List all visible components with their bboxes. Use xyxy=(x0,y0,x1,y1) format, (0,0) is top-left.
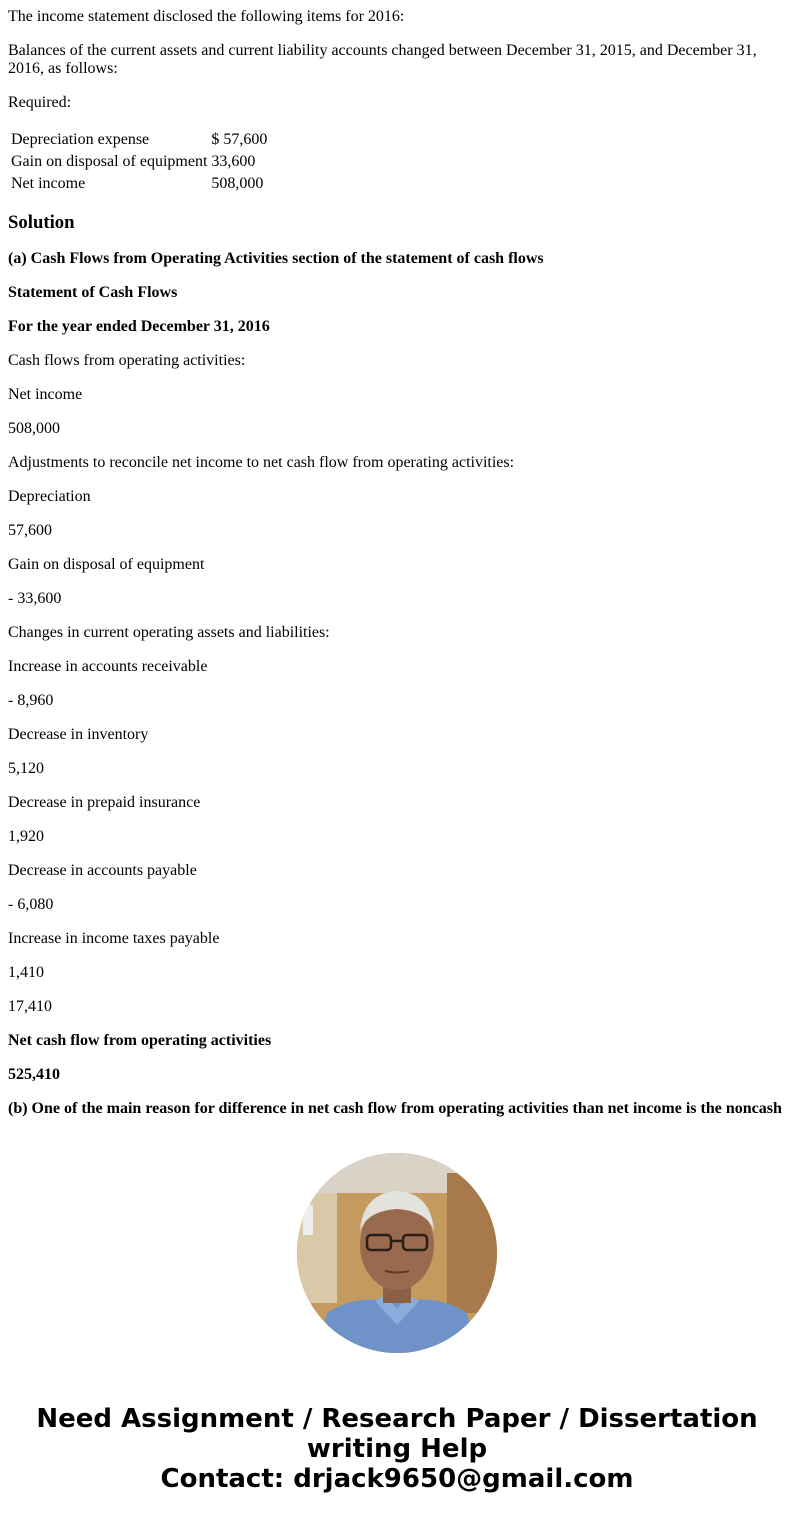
cash-flow-line: Net income xyxy=(8,386,83,403)
cash-flow-line: 1,920 xyxy=(8,828,44,845)
cash-flow-line: (b) One of the main reason for difference in net cash flow from operating activities than net income is the noncash xyxy=(8,1100,782,1117)
statement-title: Statement of Cash Flows xyxy=(8,284,178,301)
cash-flow-line: Gain on disposal of equipment xyxy=(8,556,205,573)
cash-flow-line: - 6,080 xyxy=(8,896,54,913)
intro-required: Required: xyxy=(8,94,72,111)
cash-flow-line: Cash flows from operating activities: xyxy=(8,352,246,369)
cash-flow-line: 5,120 xyxy=(8,760,44,777)
cash-flow-line: Depreciation xyxy=(8,488,91,505)
table-row xyxy=(10,152,268,172)
items-table xyxy=(8,128,270,196)
item-value: 508,000 xyxy=(211,175,264,192)
intro-line-2: Balances of the current assets and current liability accounts changed between December 31, 2015, and December 31, 2016, as follows: xyxy=(8,42,757,77)
cash-flow-line: 17,410 xyxy=(8,998,52,1015)
table-row xyxy=(10,130,268,150)
portrait-image xyxy=(297,1153,497,1353)
cash-flow-line: 57,600 xyxy=(8,522,52,539)
solution-heading: Solution xyxy=(8,212,75,233)
item-value: $ 57,600 xyxy=(211,131,268,148)
item-value: 33,600 xyxy=(211,153,256,170)
cash-flow-line: - 8,960 xyxy=(8,692,54,709)
cash-flow-line: Net cash flow from operating activities xyxy=(8,1032,272,1049)
part-a-heading: (a) Cash Flows from Operating Activities section of the statement of cash flows xyxy=(8,250,544,267)
author-photo-block xyxy=(0,1153,794,1353)
item-label: Gain on disposal of equipment xyxy=(11,153,208,170)
statement-period: For the year ended December 31, 2016 xyxy=(8,318,270,335)
cash-flow-line: - 33,600 xyxy=(8,590,62,607)
cash-flow-line: 1,410 xyxy=(8,964,44,981)
cash-flow-line: Increase in income taxes payable xyxy=(8,930,220,947)
cash-flow-line: Changes in current operating assets and liabilities: xyxy=(8,624,330,641)
promo-contact: Contact: drjack9650@gmail.com xyxy=(160,1464,634,1494)
avatar xyxy=(297,1153,497,1353)
promo-line-2: writing Help xyxy=(306,1434,488,1464)
cash-flow-lines xyxy=(8,352,786,1118)
cash-flow-line: Decrease in accounts payable xyxy=(8,862,197,879)
table-row xyxy=(10,174,268,194)
cash-flow-line: 508,000 xyxy=(8,420,60,437)
promo-banner xyxy=(0,1404,794,1494)
cash-flow-line: Decrease in prepaid insurance xyxy=(8,794,201,811)
cash-flow-line: Decrease in inventory xyxy=(8,726,149,743)
promo-line-1: Need Assignment / Research Paper / Dissertation xyxy=(36,1404,758,1434)
cash-flow-line: Increase in accounts receivable xyxy=(8,658,208,675)
item-label: Depreciation expense xyxy=(11,131,150,148)
cash-flow-line: Adjustments to reconcile net income to net cash flow from operating activities: xyxy=(8,454,515,471)
cash-flow-line: 525,410 xyxy=(8,1066,60,1083)
intro-line-1: The income statement disclosed the following items for 2016: xyxy=(8,8,405,25)
item-label: Net income xyxy=(11,175,86,192)
